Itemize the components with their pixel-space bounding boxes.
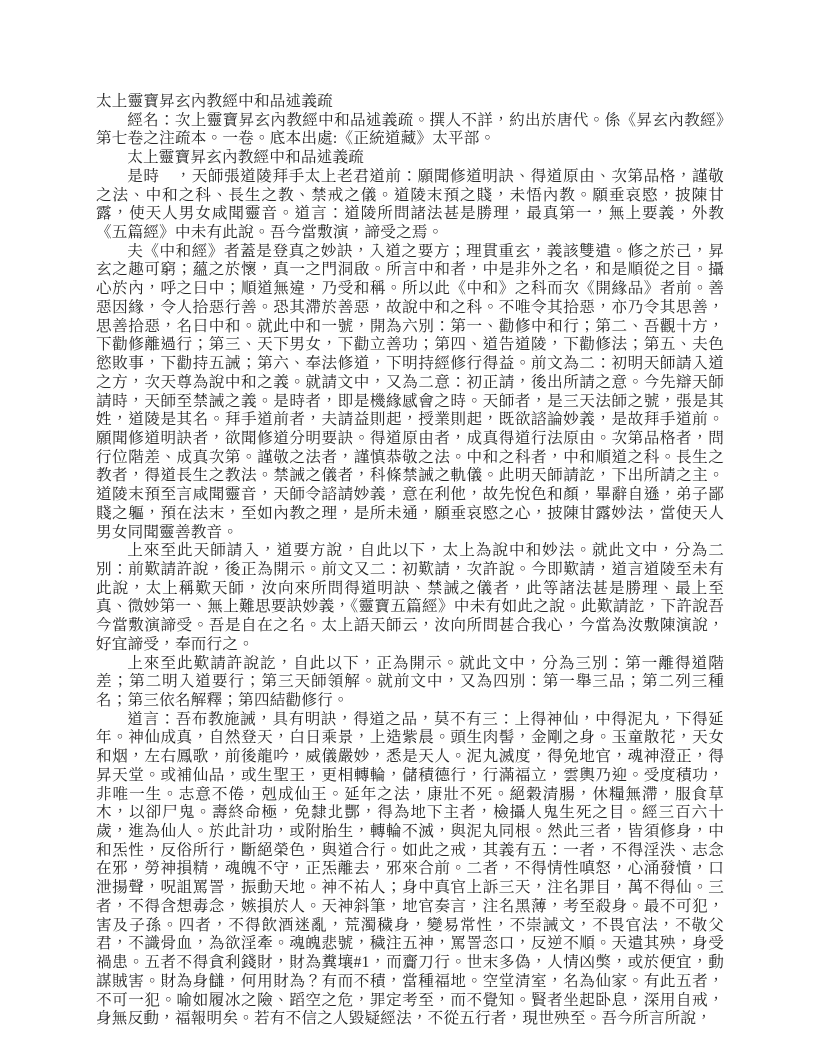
paragraph-body: 是時 ，天師張道陵拜手太上老君道前：願聞修道明訣、得道原由、次第品格，謹敬之法、中和之科、長生之教、禁戒之儀。道陵末預之賤，未悟內教。願垂哀愍，披陳甘露，使天人男女咸聞靈音。道言：道陵所問諸法甚是勝理，最真第一，無上要義，外教《五篇經》中未有此說。吾今當敷演，諦受之焉。 <box>96 167 724 242</box>
paragraph-colophon: 經名：次上靈寶昇玄內教經中和品述義疏。撰人不詳，約出於唐代。係《昇玄內教經》第七卷之注疏本。一卷。底本出處:《正統道藏》太平部。 <box>96 111 724 148</box>
paragraph-body: 夫《中和經》者蓋是登真之妙訣，入道之要方；理貫重玄，義該雙遣。修之於己，昇玄之趣可窮；蘊之於懷，真一之門洞啟。所言中和者，中是非外之名，和是順從之目。攝心於內，呼之曰中；順道無違，乃受和稱。所以此《中和》之科而次《開緣品》者前。善惡因緣，令人拾惡行善。恐其滯於善惡，故說中和之科。不唯令其拾惡，亦乃令其思善，思善拾惡，名曰中和。就此中和一號，開為六別：第一、勸修中和行；第二、吾觀十方，下勸修離過行；第三、天下男女，下勸立善功；第四、道告道陵，下勸修法；第五、夫色慾敗事，下勸持五誡；第六、奉法修道，下明持經修行得益。前文為二：初明天師請入道之方，次天尊為說中和之義。就請文中，又為二意：初正請，後出所請之意。今先辯天師請時，天師至禁誡之義。是時者，即是機緣感會之時。天師者，是三天法師之號，張是其姓，道陵是其名。拜手道前者，夫請益則起，授業則起，既欲諮論妙義，是故拜手道前。願聞修道明訣者，欲聞修道分明要訣。得道原由者，成真得道行法原由。次第品格者，問行位階差、成真次第。謹敬之法者，謹慎恭敬之法。中和之科者，中和順道之科。長生之教者，得道長生之教法。禁誡之儀者，科條禁誡之軌儀。此明天師請訖，下出所請之主。道陵末預至言咸聞靈音，天師令諮請妙義，意在利他，故先悅色和顏，畢辭自遜，弟子鄙賤之軀，預在法末，至如內教之理，是所未通，願垂哀愍之心，披陳甘露妙法，當使天人男女同聞靈善教音。 <box>96 242 724 541</box>
paragraph-body: 道言：吾布教施誡，具有明訣，得道之品，莫不有三：上得神仙，中得泥丸，下得延年。神仙成真，自然登天，白日乘景，上造紫晨。頭生肉髻，金剛之身。玉童散花，天女和烟，左右鳳歌，前後龍吟，威儀嚴妙，悉是天人。泥丸滅度，得免地官，魂神澄正，得昇天堂。或補仙品，或生聖王，更相轉輪，儲積德行，行滿福立，雲輿乃迎。受度積功，非唯一生。志意不倦，剋成仙王。延年之法，康壯不死。絕穀清腸，休糧無滯，服食草木，以卻尸鬼。壽終命極，免隸北酆，得為地下主者，檢攝人鬼生死之目。經三百六十歲，進為仙人。於此計功，或附胎生，轉輪不滅，與泥丸同根。然此三者，皆須修身，中和炁性，反俗所行，斷絕榮色，與道合行。如此之戒，其義有五：一者，不得淫泆、志念在邪，勞神損精，魂魄不守，正炁離去，邪來合前。二者，不得情性嗔怒，心涌發憤，口泄揚聲，呪詛罵詈，振動天地。神不祐人；身中真官上訴三天，注名罪目，萬不得仙。三者，不得含想毒念，嫉損於人。天神斜筆，地官奏言，注名黑薄，考至殺身。最不可犯，害及子孫。四者，不得飲酒迷亂，荒濁穢身，變易常性，不崇誡文，不畏官法，不敬父君，不識骨血，為欲淫牽。魂魄悲號，穢注五神，罵詈恣口，反逆不順。天遣其殃，身受禍患。五者不得貪利錢財，財為糞壤#1，而齎刀行。世末多偽，人情凶獘，或於便宜，動謀賊害。財為身讎，何用財為？有而不積，當種福地。空堂清室，名為仙家。有此五者，不可一犯。喻如履冰之險、蹈空之危，罪定考至，而不覺知。賢者坐起卧息，深用自戒，身無反動，福報明矣。若有不信之人毀疑經法，不從五行者，現世殃至。吾今所言所說， <box>96 710 724 1028</box>
doc-title: 太上靈寶昇玄內教經中和品述義疏 <box>96 93 333 110</box>
paragraph-body: 上來至此天師請入，道要方說，自此以下，太上為說中和妙法。就此文中，分為二別：前歎請許說，後正為開示。前文又二：初歎請，次許說。今即歎請，道言道陵至未有此說，太上稱歎天師，汝向來所問得道明訣、禁誡之儀者，此等諸法甚是勝理、最上至真、微妙第一、無上難思要訣妙義，《靈寶五篇經》中未有如此之說。此歎請訖，下許說吾今當敷演諦受。吾是自在之名。太上語天師云，汝向所問甚合我心，今當為汝敷陳演說，好宜諦受，奉而行之。 <box>96 542 724 653</box>
paragraph-inner-title: 太上靈寶昇玄內教經中和品述義疏 <box>127 149 365 167</box>
paragraph-body: 上來至此歎請許說訖，自此以下，正為開示。就此文中，分為三別：第一離得道階差；第二明入道要行；第三天師領解。就前文中，又為四別：第一舉三品；第二列三種名；第三依名解釋；第四結勸修行。 <box>96 654 724 709</box>
